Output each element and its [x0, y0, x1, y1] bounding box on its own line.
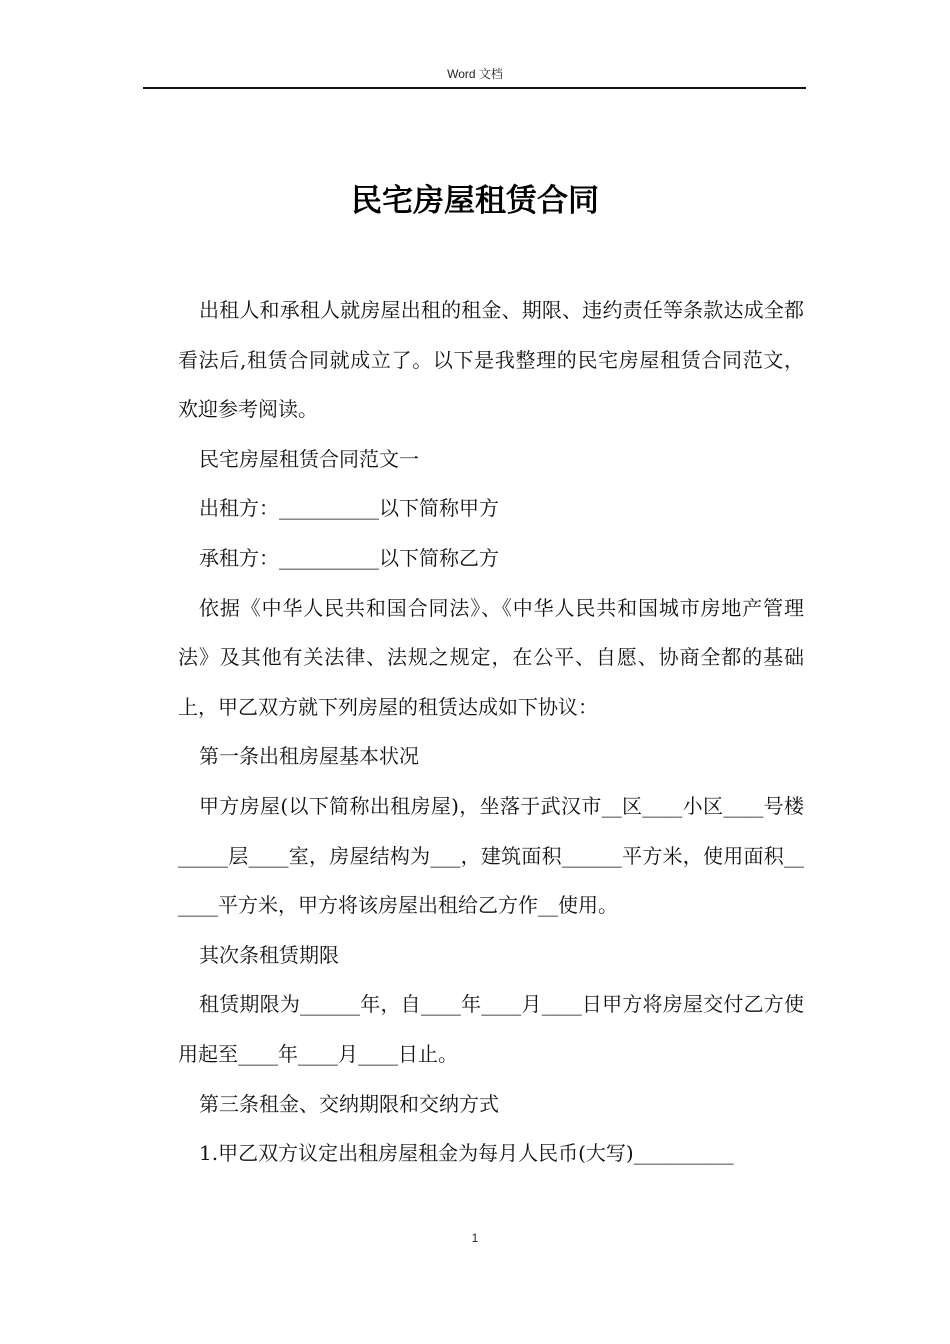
page-header: Word 文档: [447, 67, 503, 81]
legal-basis-paragraph: 依据《中华人民共和国合同法》、《中华人民共和国城市房地产管理法》及其他有关法律、法规之规定，在公平、自愿、协商全都的基础上，甲乙双方就下列房屋的租赁达成如下协议：: [178, 595, 804, 719]
document-body: [178, 286, 804, 1179]
lessee-line: 承租方：__________以下简称乙方: [199, 545, 499, 570]
document-title: 民宅房屋租赁合同: [351, 182, 599, 219]
page-number: 1: [471, 1231, 479, 1245]
article-2-text: 租赁期限为______年，自____年____月____日甲方将房屋交付乙方使用起至____年____月____日止。: [178, 992, 804, 1066]
article-2-heading: 其次条租赁期限: [199, 942, 339, 967]
article-3-heading: 第三条租金、交纳期限和交纳方式: [199, 1091, 499, 1116]
article-1-text: 甲方房屋(以下简称出租房屋)，坐落于武汉市__区____小区____号楼_____层____室，房屋结构为___，建筑面积______平方米，使用面积______平方米，甲方将该房屋出租给乙方作__使用。: [178, 793, 804, 918]
header-divider: [143, 87, 806, 89]
sample-heading: 民宅房屋租赁合同范文一: [199, 446, 419, 471]
intro-paragraph: 出租人和承租人就房屋出租的租金、期限、违约责任等条款达成全都看法后,租赁合同就成立了。以下是我整理的民宅房屋租赁合同范文，欢迎参考阅读。: [178, 298, 804, 422]
lessor-line: 出租方：__________以下简称甲方: [199, 496, 499, 521]
article-3-item-1: 1.甲乙双方议定出租房屋租金为每月人民币(大写)__________: [199, 1141, 734, 1166]
article-1-heading: 第一条出租房屋基本状况: [199, 744, 419, 769]
